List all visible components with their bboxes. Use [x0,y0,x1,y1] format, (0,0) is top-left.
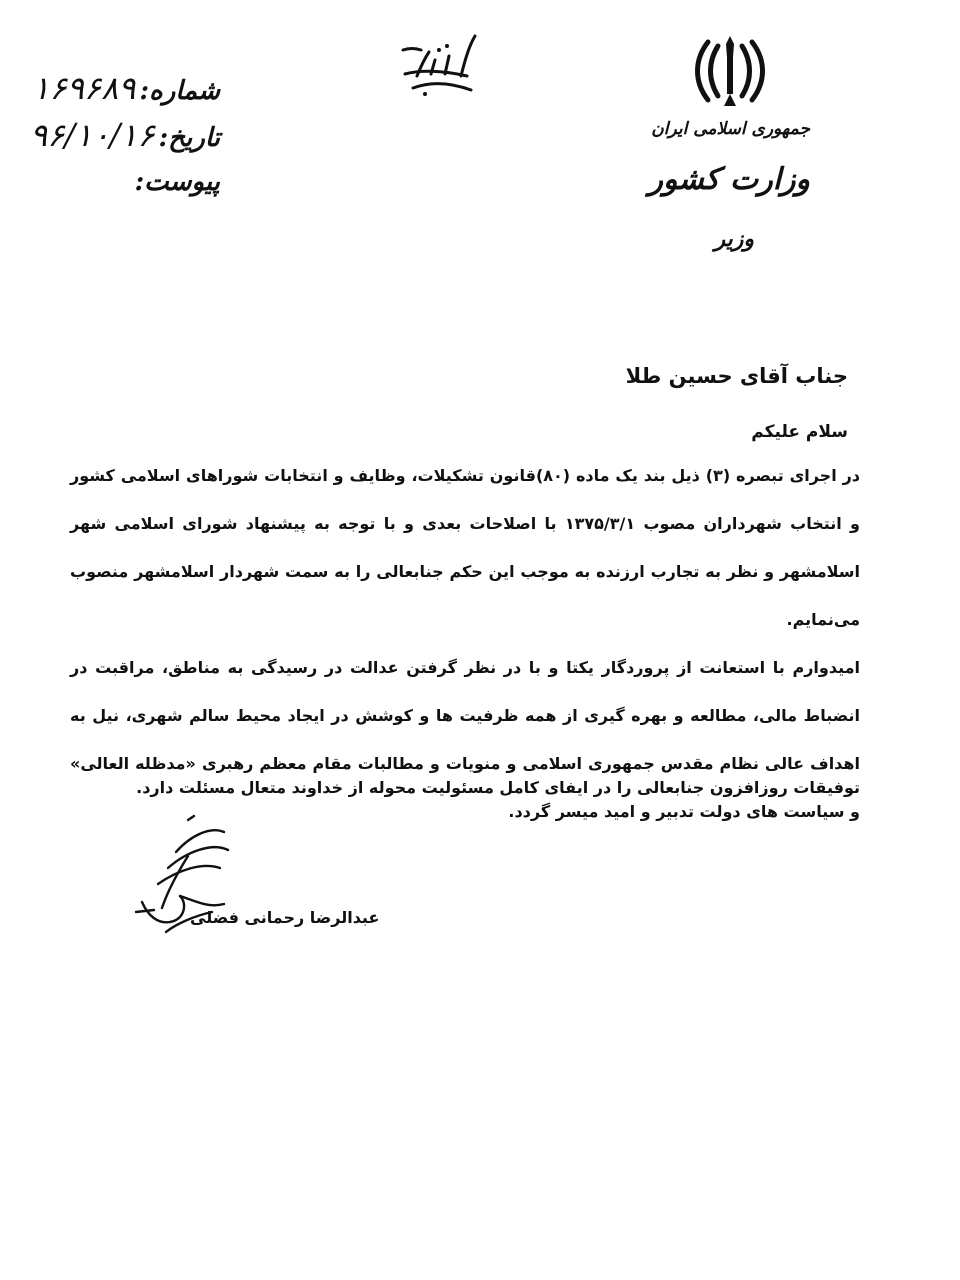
sender-role: وزیر [714,226,754,252]
closing-line: توفیقات روزافزون جنابعالی را در ایفای کامل مسئولیت محوله از خداوند متعال مسئلت دارد. [136,778,860,797]
salutation: جناب آقای حسین طلا [625,364,848,388]
date-value: ۹۶/۱۰/۱۶ [29,116,155,154]
number-label: شماره: [139,76,220,106]
greeting: سلام علیکم [751,422,848,442]
date-label: تاریخ: [158,123,220,153]
paragraph: امیدوارم با استعانت از پروردگار یکتا و با در نظر گرفتن عدالت در رسیدگی به مناطق، مراقبت در انضباط مالی، مطالعه و بهره گیری از همه ظرفیت ها و کوشش در ایجاد محیط سالم شهری، نیل به اهداف عالی نظام مقدس جمهوری اسلامی و منویات و مطالبات مقام معظم رهبری «مدظله العالی» و سیاست های دولت تدبیر و امید میسر گردد. [70,658,860,821]
paragraph: در اجرای تبصره (۳) ذیل بند یک ماده (۸۰)قانون تشکیلات، وظایف و انتخابات شوراهای اسلامی کشور و انتخاب شهرداران مصوب ۱۳۷۵/۳/۱ با اصلاحات بعدی و با توجه به پیشنهاد شورای اسلامی شهر اسلامشهر و نظر به تجارب ارزنده به موجب این حکم جنابعالی را به سمت شهردار اسلامشهر منصوب می‌نمایم. [70,466,860,629]
signatory-name: عبدالرضا رحمانی فضلی [190,908,380,927]
number-value: ۱۶۹۶۸۹ [32,69,136,107]
attachment-label: پیوست: [134,167,220,197]
ministry-name: وزارت کشور [648,162,810,197]
meta-number [10,66,220,113]
document-meta [10,66,220,204]
meta-attachment [10,160,220,204]
iran-emblem-icon [690,30,770,110]
organization-name: جمهوری اسلامی ایران [651,119,810,139]
invocation-calligraphy [395,30,485,100]
meta-date [10,113,220,160]
